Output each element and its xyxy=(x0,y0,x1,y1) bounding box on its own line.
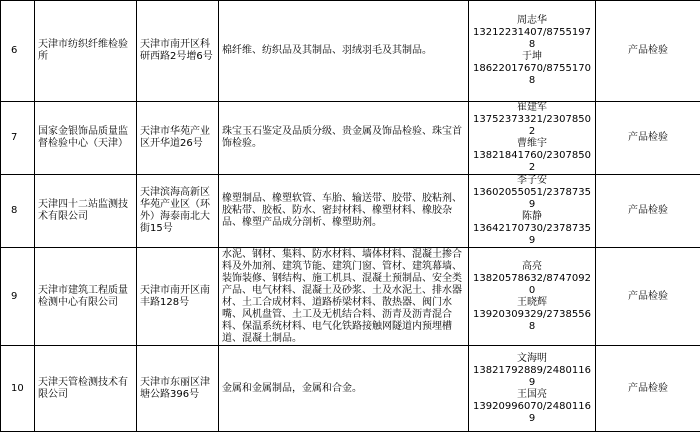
row-number: 7 xyxy=(1,102,35,175)
organization-name: 国家金银饰品质量监督检验中心（天津） xyxy=(35,102,137,175)
organization-address: 天津市南开区南丰路128号 xyxy=(137,248,219,346)
contact-phone: 13920309329/27385568 xyxy=(472,309,592,333)
contact-name: 于坤 xyxy=(472,51,592,63)
organization-address: 天津市南开区科研西路2号增6号 xyxy=(137,1,219,102)
contact-phone: 13602055051/23787359 xyxy=(472,187,592,211)
test-scope: 棉纤维、纺织品及其制品、羽绒羽毛及其制品。 xyxy=(219,1,469,102)
contact-name: 陈静 xyxy=(472,211,592,223)
contact-phone: 13752373321/23078502 xyxy=(472,114,592,138)
row-number: 10 xyxy=(1,346,35,432)
contact-phone: 18622017670/87551708 xyxy=(472,63,592,87)
row-number: 8 xyxy=(1,175,35,248)
contact-info xyxy=(469,1,596,102)
table-row xyxy=(1,175,700,248)
table-row xyxy=(1,346,700,432)
contact-phone: 13642170730/23787359 xyxy=(472,223,592,247)
organization-address: 天津滨海高新区华苑产业区（环外）海泰南北大街15号 xyxy=(137,175,219,248)
row-number: 9 xyxy=(1,248,35,346)
test-scope: 金属和金属制品，金属和合金。 xyxy=(219,346,469,432)
row-number: 6 xyxy=(1,1,35,102)
contact-phone: 13212231407/87551978 xyxy=(472,27,592,51)
service-type: 产品检验 xyxy=(596,1,700,102)
organization-name: 天津天管检测技术有限公司 xyxy=(35,346,137,432)
contact-name: 王晓辉 xyxy=(472,297,592,309)
test-scope: 珠宝玉石鉴定及品质分级、贵金属及饰品检验、珠宝首饰检验。 xyxy=(219,102,469,175)
service-type: 产品检验 xyxy=(596,102,700,175)
contact-phone: 13821792889/24801169 xyxy=(472,365,592,389)
service-type: 产品检验 xyxy=(596,346,700,432)
organization-name: 天津四十二站监测技术有限公司 xyxy=(35,175,137,248)
contact-name: 崔建军 xyxy=(472,102,592,114)
test-scope: 水泥、钢材、集料、防水材料、墙体材料、混凝土掺合料及外加剂、建筑节能、建筑门窗、管材、建筑幕墙、装饰装修、钢结构、施工机具、混凝土预制品、安全类产品、电气材料、混凝土及砂浆、土及水泥土、排水器材、土工合成材料、道路桥梁材料、散热器、阀门水嘴、风机盘管、土工及无机结合料、沥青及沥青混合料、保温系统材料、电气化铁路接触网隧道内预埋槽道、混凝土制品。 xyxy=(219,248,469,346)
table-row xyxy=(1,102,700,175)
organization-name: 天津市纺织纤维检验所 xyxy=(35,1,137,102)
contact-phone: 13820578632/87470920 xyxy=(472,273,592,297)
organization-name: 天津市建筑工程质量检测中心有限公司 xyxy=(35,248,137,346)
test-scope: 橡塑制品、橡塑软管、车胎、输送带、胶带、胶粘剂、胶粘带、胶板、防水、密封材料、橡塑材料、橡胶杂品、橡塑产品成分剖析、橡塑助剂。 xyxy=(219,175,469,248)
contact-phone: 13821841760/23078502 xyxy=(472,150,592,174)
table-row xyxy=(1,248,700,346)
organization-address: 天津市华苑产业区开华道26号 xyxy=(137,102,219,175)
contact-info xyxy=(469,346,596,432)
contact-info xyxy=(469,175,596,248)
contact-info xyxy=(469,102,596,175)
table-row xyxy=(1,1,700,102)
service-type: 产品检验 xyxy=(596,175,700,248)
contact-info xyxy=(469,248,596,346)
organization-address: 天津市东丽区津塘公路396号 xyxy=(137,346,219,432)
contact-name: 王国亮 xyxy=(472,389,592,401)
contact-name: 文海明 xyxy=(472,353,592,365)
contact-name: 曹维宇 xyxy=(472,138,592,150)
contact-phone: 13920996070/24801169 xyxy=(472,401,592,425)
contact-name: 周志华 xyxy=(472,15,592,27)
contact-name: 高亮 xyxy=(472,261,592,273)
service-type: 产品检验 xyxy=(596,248,700,346)
contact-name: 李子安 xyxy=(472,175,592,187)
